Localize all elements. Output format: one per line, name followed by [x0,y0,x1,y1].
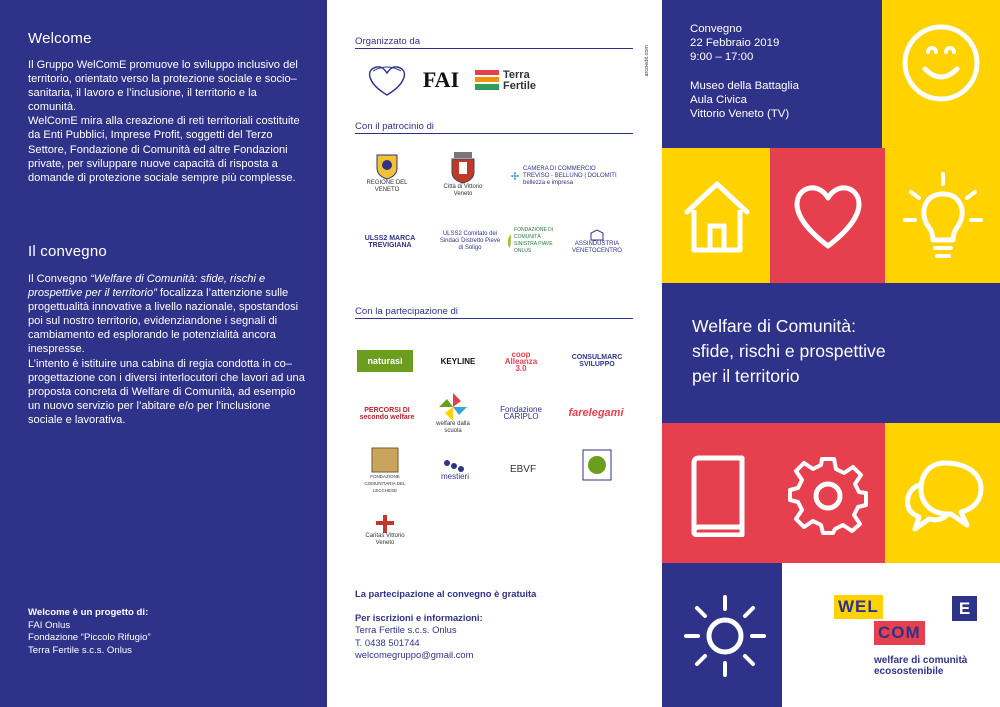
house-tile [662,148,770,283]
partecipazione-title: Con la partecipazione di [355,306,458,317]
logo-e: E [952,596,977,621]
logo-coop: coop Alleanza 3.0 [504,349,538,373]
conference-title [692,314,962,389]
info-line: Terra Fertile s.c.s. Onlus [355,624,457,636]
credit-item: Fondazione “Piccolo Rifugio” [28,632,151,644]
event-city: Vittorio Veneto (TV) [690,108,790,121]
logo-mestieri: mestieri [431,452,479,486]
divider [355,48,633,49]
info-block [355,588,536,661]
logo-com: COM [874,621,925,645]
logo-fondazione-sinistra-piave: FONDAZIONE DI COMUNITÀ SINISTRA PIAVE ONLUS [507,214,559,268]
info-title: Per iscrizioni e informazioni: [355,612,483,624]
house-icon [682,176,752,256]
badge-icon [582,449,612,489]
logo-ulss2-sindaci: ULSS2 Comitato dei Sindaci Distretto Pieve di Soligo [439,230,501,251]
logo-naturasi: naturasì [357,350,413,372]
lightbulb-tile [885,148,1000,283]
lion-crest-icon [376,154,398,180]
organizzato-title: Organizzato da [355,36,421,47]
logo-ulss2: ULSS2 MARCA TREVIGIANA [364,235,416,249]
logo-cariplo: Fondazione CARIPLO [500,405,542,421]
event-date: 22 Febbraio 2019 [690,37,780,50]
credits-title: Welcome è un progetto di: [28,607,149,618]
credits [28,607,151,657]
logo-wel: WEL [834,595,883,619]
info-phone[interactable]: T. 0438 501744 [355,636,420,648]
gear-icon [788,455,868,535]
logo-tagline: welfare di comunità ecosostenibile [874,655,968,677]
smiley-icon [900,22,982,104]
welcome-paragraph-2: WelComE mira alla creazione di reti territoriali costituite da Enti Pubblici, Imprese Profit, soggetti del Terzo Settore, Fondazione di Comunità ed altre Fondazioni private, per sviluppare nuove capacità di risposta a domande di protezione sociale sempre più complesse. [28,115,300,184]
heart-tile [770,148,885,283]
event-room: Aula Civica [690,93,747,106]
logo-farelegami: farelegami [568,406,624,419]
info-email-link[interactable]: welcomegruppo@gmail.com [355,648,474,660]
title-line: sfide, rischi e prospettive [692,341,886,361]
logo-secondo-welfare: PERCORSI DI secondo welfare [359,407,415,421]
logo-fai: FAI [422,66,460,92]
book-icon [688,455,748,537]
leaf-icon [507,221,512,261]
gear-tile [770,423,885,563]
convegno-heading: Il convegno [28,243,107,260]
divider [355,133,633,134]
side-url: arcoedit.com [644,45,650,77]
logo-ebvf: EBVF [509,463,537,475]
convegno-text [28,272,306,427]
event-place: Museo della Battaglia [690,79,799,92]
logo-keyline: KEYLINE [440,356,476,366]
flower-icon [511,167,519,185]
dots-icon [443,459,467,473]
logo-caritas: Caritas Vittorio Veneto [357,510,413,552]
right-panel [662,0,1000,707]
smiley-tile [882,0,1000,148]
speech-bubbles-icon [901,455,987,535]
welcome-heading: Welcome [28,30,92,47]
convegno-paragraph-2: L’intento è istituire una cabina di regia condotta in co–progettazione con i diversi interlocutori che lavori ad una proposta concreta di Welfare di Comunità, ad esempio un nuovo servizio per l’abitare e/o per l’inclusione sociale e lavorativa. [28,357,305,426]
credit-item: Terra Fertile s.c.s. Onlus [28,644,132,656]
heart-icon [790,180,866,252]
city-crest-icon [450,152,476,184]
free-entry-note: La partecipazione al convegno è gratuita [355,588,537,599]
event-label: Convegno [690,23,742,35]
credit-item: FAI Onlus [28,619,71,631]
logo-welfare-dalla-scuola: welfare dalla scuola [431,393,475,435]
welcome-logo [834,595,994,685]
book-tile [662,423,770,563]
title-block [662,283,1000,423]
convegno-paragraph-1: Il Convegno “Welfare di Comunità: sfide, rischi e prospettive per il territorio” focalizza l’attenzione sulle progettualità innovative a livello nazionale, spostandosi poi sul nostro territorio, evidenziandone i segnali di cambiamento ed esplorando le potenzialità ancora inespresse. [28,273,299,356]
building-icon [590,229,604,241]
sun-tile [662,563,782,707]
logo-fondazione-lecchese: FONDAZIONE COMUNITARIA DEL LECCHESE [357,442,413,498]
logo-associazione [579,446,615,492]
title-line: per il territorio [692,366,800,386]
event-details [690,22,799,121]
welcome-paragraph-1: Il Gruppo WelComE promuove lo sviluppo inclusivo del territorio, orientato verso la protezione sociale e socio–sanitaria, il lavoro e l’inclusione, il territorio e la comunità. [28,59,298,114]
logo-consulmarc: CONSULMARC SVILUPPO [571,354,623,368]
logo-assindustria: ASSINDUSTRIA VENETOCENTRO [565,220,629,264]
logo-camera-commercio: CAMERA DI COMMERCIO TREVISO - BELLUNO | DOLOMITI bellezza e impresa [511,162,621,190]
logo-vittorio-veneto: Città di Vittorio Veneto [435,146,491,204]
divider [355,318,633,319]
left-panel [0,0,327,707]
terra-fertile-icon [475,70,499,92]
painting-icon [371,447,399,473]
welcome-text [28,58,306,185]
event-info-block [662,0,882,148]
logo-terra-fertile: Terra Fertile [475,66,555,96]
speech-bubbles-tile [885,423,1000,563]
cross-icon [376,515,394,533]
heart-hands-icon [359,61,415,99]
title-line: Welfare di Comunità: [692,316,856,336]
middle-panel [327,0,662,707]
patrocinio-title: Con il patrocinio di [355,121,434,132]
event-time: 9:00 – 17:00 [690,51,754,64]
sun-icon [682,593,768,679]
lightbulb-icon [901,170,985,264]
pinwheel-icon [439,393,467,421]
logo-regione-veneto: REGIONE DEL VENETO [357,150,417,198]
logo-piccolo-rifugio [357,60,417,100]
